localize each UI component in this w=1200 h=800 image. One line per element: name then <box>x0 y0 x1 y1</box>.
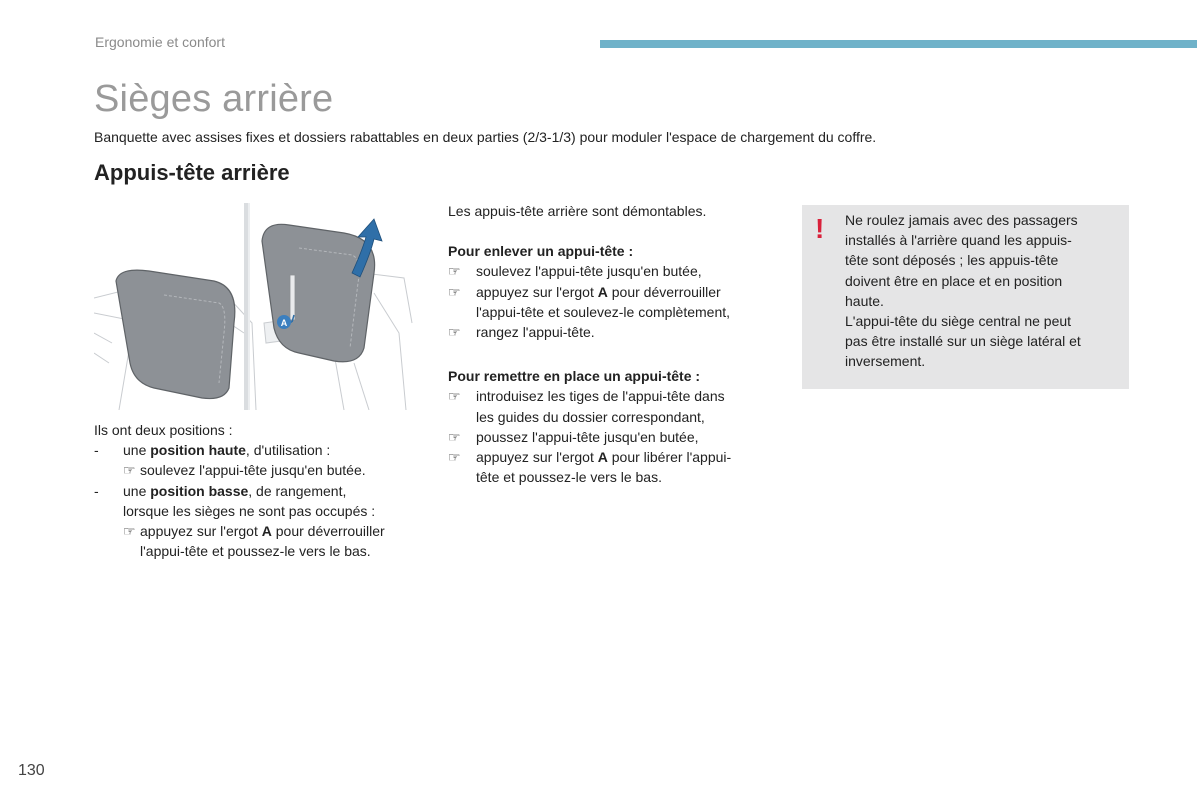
section-heading: Appuis-tête arrière <box>94 160 290 185</box>
list-item: ☞ appuyez sur l'ergot A pour déverrouiller <box>448 282 768 302</box>
warning-line: haute. <box>845 292 884 309</box>
pointing-hand-icon: ☞ <box>448 263 461 280</box>
list-subitem-continuation: l'appui-tête et poussez-le vers le bas. <box>140 543 371 560</box>
remove-heading: Pour enlever un appui-tête : <box>448 243 634 260</box>
list-item-continuation: tête et poussez-le vers le bas. <box>476 469 662 486</box>
header-rule <box>600 40 1197 48</box>
warning-line: Ne roulez jamais avec des passagers <box>845 212 1078 228</box>
callout-label: A <box>280 318 288 328</box>
list-item: - une position haute, d'utilisation : <box>94 442 331 459</box>
pointing-hand-icon: ☞ <box>123 462 136 479</box>
page-number: 130 <box>18 762 45 779</box>
list-item: ☞ poussez l'appui-tête jusqu'en butée, <box>448 427 768 447</box>
list-item: ☞ appuyez sur l'ergot A pour libérer l'appui- <box>448 447 768 467</box>
warning-box <box>802 205 1129 389</box>
warning-line: L'appui-tête du siège central ne peut <box>845 313 1072 330</box>
headrest-illustration <box>94 203 414 410</box>
positions-lead: Ils ont deux positions : <box>94 422 233 438</box>
warning-line: tête sont déposés ; les appuis-tête <box>845 252 1059 269</box>
list-item: ☞ rangez l'appui-tête. <box>448 322 768 342</box>
pointing-hand-icon: ☞ <box>448 428 461 445</box>
pointing-hand-icon: ☞ <box>123 523 136 540</box>
refit-heading: Pour remettre en place un appui-tête : <box>448 368 701 385</box>
removal-lead: Les appuis-tête arrière sont démontables. <box>448 203 707 219</box>
warning-text <box>845 210 1120 372</box>
intro-paragraph: Banquette avec assises fixes et dossiers rabattables en deux parties (2/3-1/3) pour moduler l'espace de chargement du coffre. <box>94 129 877 145</box>
warning-line: inversement. <box>845 353 926 370</box>
warning-line: installés à l'arrière quand les appuis- <box>845 232 1072 249</box>
page-title: Sièges arrière <box>94 78 334 120</box>
list-item: ☞ introduisez les tiges de l'appui-tête dans <box>448 386 768 406</box>
warning-line: pas être installé sur un siège latéral et <box>845 333 1081 350</box>
warning-icon: ! <box>815 213 825 244</box>
headrest-drawing <box>94 203 414 410</box>
pointing-hand-icon: ☞ <box>448 449 461 466</box>
list-item-continuation: l'appui-tête et soulevez-le complètement, <box>476 303 731 320</box>
list-item: ☞ soulevez l'appui-tête jusqu'en butée, <box>448 261 768 281</box>
list-subitem: ☞ appuyez sur l'ergot A pour déverrouiller <box>94 521 424 541</box>
header-section-label: Ergonomie et confort <box>95 34 225 50</box>
pointing-hand-icon: ☞ <box>448 283 461 300</box>
list-item: - une position basse, de rangement, <box>94 482 347 499</box>
list-subitem: ☞ soulevez l'appui-tête jusqu'en butée. <box>94 460 424 480</box>
removal-column <box>448 201 768 487</box>
pointing-hand-icon: ☞ <box>448 388 461 405</box>
positions-column <box>94 420 424 561</box>
warning-line: doivent être en place et en position <box>845 272 1063 289</box>
pointing-hand-icon: ☞ <box>448 324 461 341</box>
list-item-continuation: les guides du dossier correspondant, <box>476 408 705 425</box>
list-item-continuation: lorsque les sièges ne sont pas occupés : <box>123 502 376 519</box>
